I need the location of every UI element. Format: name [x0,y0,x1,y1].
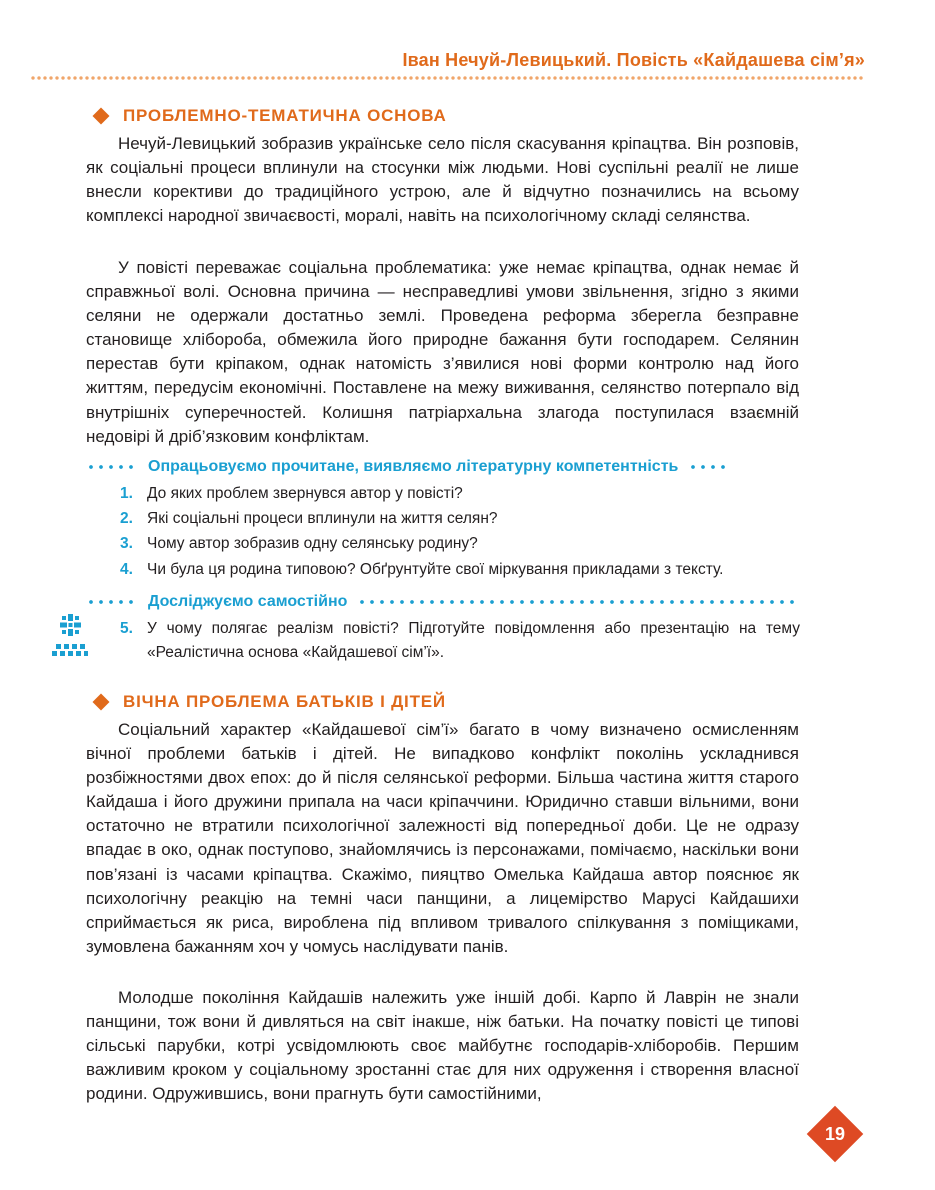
question-number: 3. [120,535,133,552]
question-number: 1. [120,485,133,502]
tasks-heading-text: Досліджуємо самостійно [148,593,348,610]
tasks-heading-review [86,456,799,478]
section-heading-thematic-basis [92,103,447,129]
running-header-title: Іван Нечуй-Левицький. Повість «Кайдашева сім’я» [402,50,865,70]
header-dotted-divider [30,75,865,81]
paragraph: Соціальний характер «Кайдашевої сім’ї» багато в чому визначено осмисленням вічної проблеми батьків і дітей. Не випадково конфлікт поколінь ускладнився розбіжностями двох епох: до й після селянської реформи. Більша частина життя старого Кайдаша і його дружини припала на часи кріпаччини. Юридично ставши вільними, вони остаточно не втратили психологічної залежності від попередньої доби. Це не одразу впадає в око, однак поступово, знайомлячись із персонажами, помічаємо, наскільки вони пов’язані із часами кріпацтва. Скажімо, пияцтво Омелька Кайдаша автор пояснює як психологічну реакцію на темні часи панщини, а лицемірство Марусі Кайдашихи сприймається як риса, вироблена під впливом тривалого спілкування з поміщиками, зумовлена бажанням хоч у чомусь наслідувати панів. [86,720,799,956]
question-text: До яких проблем звернувся автор у повісті? [147,485,463,502]
page-number-badge [806,1105,864,1163]
orange-diamond-icon [93,108,110,125]
section-heading-text: ВІЧНА ПРОБЛЕМА БАТЬКІВ І ДІТЕЙ [123,692,446,711]
question-item [120,482,800,506]
section-heading-generations [92,689,446,715]
question-number: 5. [120,620,133,637]
question-item [120,532,800,556]
tasks-heading-self-study [86,591,799,613]
paragraph: У повісті переважає соціальна проблематика: уже немає кріпацтва, однак немає й справжньої волі. Основна причина — несправедливі умови звільнення, згідно з якими селяни не одержали достатньо землі. Проведена реформа зберегла безправне становище хлібороба, обмежила його природне бажання бути господарем. Селянин перестав бути кріпаком, однак натомість з’явилися нові форми контролю над його життям, передусім економічні. Поставлене на межу виживання, селянство потерпало від внутрішніх суперечностей. Колишня патріархальна злагода поступилася взаємній недовірі й дріб’язковим конфліктам. [86,258,799,446]
question-text: Чи була ця родина типовою? Обґрунтуйте свої міркування прикладами з тексту. [147,561,724,578]
orange-diamond-icon [93,694,110,711]
question-text: У чому полягає реалізм повісті? Підготуйте повідомлення або презентацію на тему «Реалістична основа «Кайдашевої сім’ї». [147,620,800,661]
blue-dots-decoration [357,599,799,605]
blue-dots-decoration [86,599,136,605]
question-item [120,617,800,665]
tasks-heading-text: Опрацьовуємо прочитане, виявляємо літературну компетентність [148,458,679,475]
paragraph: Молодше покоління Кайдашів належить уже іншій добі. Карпо й Лаврін не знали панщини, тож вони й дивляться на світ інакше, ніж батьки. На початку повісті це типові сільські парубки, котрі усвідомлюють своє майбутнє господарів-хліборобів. Першим важливим кроком у соціальному зростанні стає для них одруження і створення власної родини. Одружившись, вони прагнуть бути самостійними, [86,988,799,1104]
section-heading-text: ПРОБЛЕМНО-ТЕМАТИЧНА ОСНОВА [123,106,447,125]
question-item [120,507,800,531]
blue-dots-decoration [86,464,136,470]
question-number: 4. [120,561,133,578]
question-number: 2. [120,510,133,527]
question-text: Чому автор зобразив одну селянську родину? [147,535,478,552]
blue-dots-decoration [688,464,728,470]
question-item [120,558,800,582]
self-study-ornament-icon [52,612,88,658]
paragraph: Нечуй-Левицький зобразив українське село після скасування кріпацтва. Він розповів, як соціальні процеси вплинули на стосунки між людьми. Нові суспільні реалії не лише внесли корективи до традиційного устрою, але й відчутно позначились на всьому комплексі народної звичаєвості, моралі, навіть на психологічному складі селянства. [86,134,799,226]
question-text: Які соціальні процеси вплинули на життя селян? [147,510,498,527]
page-number: 19 [824,1124,846,1144]
